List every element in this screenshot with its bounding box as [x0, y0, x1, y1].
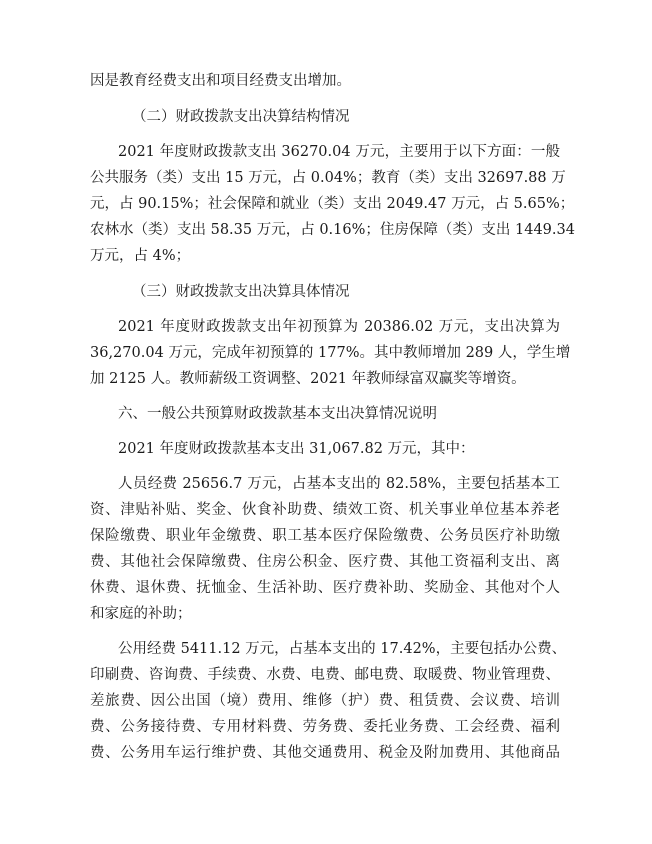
paragraph-line: 加 2125 人。教师薪级工资调整、2021 年教师绿富双赢奖等增资。: [90, 371, 526, 387]
paragraph-line: 2021 年度财政拨款支出 36270.04 万元，主要用于以下方面：一般: [118, 144, 560, 160]
paragraph-line: 因是教育经费支出和项目经费支出增加。: [90, 73, 351, 89]
paragraph-line: 农林水（类）支出 58.35 万元，占 0.16%；住房保障（类）支出 1449.34: [90, 222, 575, 238]
paragraph-line: 36,270.04 万元，完成年初预算的 177%。其中教师增加 289 人，学生增: [90, 345, 571, 361]
section-heading: （三）财政拨款支出决算具体情况: [132, 284, 350, 300]
paragraph-line: 万元，占 4%；: [90, 248, 191, 264]
paragraph-line: 公共服务（类）支出 15 万元，占 0.04%；教育（类）支出 32697.88 万: [90, 170, 566, 186]
paragraph-line: 2021 年度财政拨款基本支出 31,067.82 万元，其中：: [118, 441, 475, 457]
paragraph-line: 费、公务接待费、专用材料费、劳务费、委托业务费、工会经费、福利: [90, 719, 560, 735]
paragraph-line: 元，占 90.15%；社会保障和就业（类）支出 2049.47 万元，占 5.65%；: [90, 196, 575, 212]
paragraph-line: 和家庭的补助；: [90, 606, 192, 622]
paragraph-line: 费、其他社会保障缴费、住房公积金、医疗费、其他工资福利支出、离: [90, 554, 560, 570]
paragraph-line: 人员经费 25656.7 万元，占基本支出的 82.58%，主要包括基本工: [118, 476, 560, 492]
section-heading: 六、一般公共预算财政拨款基本支出决算情况说明: [118, 406, 437, 422]
paragraph-line: 2021 年度财政拨款支出年初预算为 20386.02 万元，支出决算为: [118, 319, 560, 335]
paragraph-line: 公用经费 5411.12 万元，占基本支出的 17.42%，主要包括办公费、: [118, 641, 567, 657]
paragraph-line: 保险缴费、职业年金缴费、职工基本医疗保险缴费、公务员医疗补助缴: [90, 528, 560, 544]
paragraph-line: 费、公务用车运行维护费、其他交通费用、税金及附加费用、其他商品: [90, 745, 560, 761]
section-heading: （二）财政拨款支出决算结构情况: [132, 109, 350, 125]
paragraph-line: 印刷费、咨询费、手续费、水费、电费、邮电费、取暖费、物业管理费、: [90, 667, 560, 683]
paragraph-line: 差旅费、因公出国（境）费用、维修（护）费、租赁费、会议费、培训: [90, 693, 560, 709]
paragraph-line: 休费、退休费、抚恤金、生活补助、医疗费补助、奖励金、其他对个人: [90, 580, 560, 596]
paragraph-line: 资、津贴补贴、奖金、伙食补助费、绩效工资、机关事业单位基本养老: [90, 502, 560, 518]
